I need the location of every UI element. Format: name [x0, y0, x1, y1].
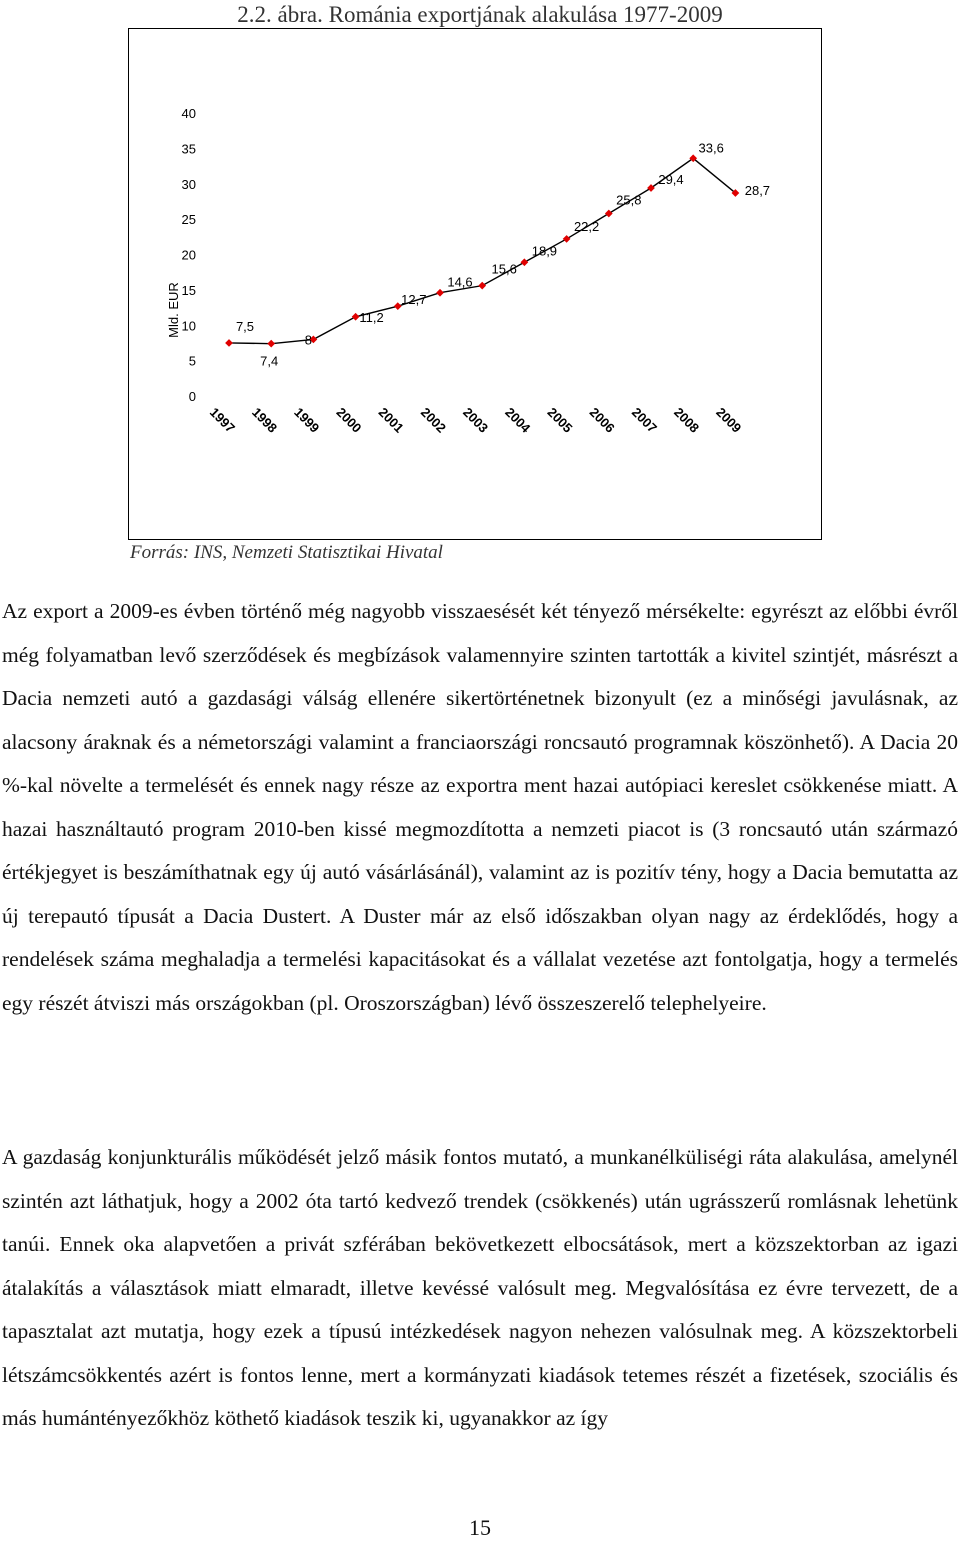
- data-label: 7,4: [260, 353, 279, 369]
- y-tick-label: 10: [181, 318, 196, 334]
- data-label: 22,2: [573, 218, 600, 234]
- figure-source: Forrás: INS, Nemzeti Statisztikai Hivatal: [130, 542, 443, 563]
- data-label: 14,6: [447, 274, 473, 290]
- x-tick-label: 2000: [333, 404, 365, 436]
- x-tick-label: 2009: [713, 404, 745, 436]
- y-tick-label: 20: [181, 247, 196, 263]
- data-point-marker: [521, 259, 528, 266]
- y-axis-label: Mld. EUR: [166, 282, 181, 338]
- y-tick-label: 30: [181, 176, 196, 192]
- x-tick-label: 2008: [671, 404, 703, 436]
- x-tick-label: 2001: [375, 404, 407, 436]
- data-point-marker: [268, 340, 275, 347]
- y-tick-label: 15: [181, 282, 196, 298]
- y-axis-ticks: [182, 106, 196, 404]
- data-label: 11,2: [359, 309, 384, 325]
- page-number: 15: [469, 1515, 491, 1540]
- data-point-marker: [479, 282, 486, 289]
- figure-title: 2.2. ábra. Románia exportjának alakulása 1977-2009: [237, 2, 723, 27]
- y-tick-label: 0: [188, 389, 196, 404]
- y-tick-label: 25: [181, 212, 196, 228]
- export-line-chart: [129, 29, 821, 539]
- paragraph-2: A gazdaság konjunkturális működését jelző másik fontos mutató, a munkanélküliségi ráta alakulása, amelynél szintén azt láthatjuk, hogy a 2002 óta tartó kedvező trendek (csökkenés) után ugrásszerű romlásnak lehetünk tanúi. Ennek oka alapvetően a privát szférában bekövetkezett elbocsátások, mert a közszektorban az igazi átalakítás a választások miatt elmaradt, illetve kevéssé valósult meg. Megvalósítása ez évre tervezett, de a tapasztalat azt mutatja, hogy ezek a típusú intézkedések nagyon nehezen valósulnak meg. A közszektorbeli létszámcsökkentés azért is fontos lenne, mert a kormányzati kiadások tetemes részét a fizetések, szociális és más humántényezőkhöz köthető kiadások teszik ki, ugyanakkor az így: [2, 1145, 958, 1430]
- x-tick-label: 1997: [206, 404, 238, 436]
- data-label: 28,7: [744, 182, 771, 198]
- x-tick-label: 2006: [586, 404, 618, 436]
- data-point-marker: [226, 340, 233, 347]
- x-tick-label: 2002: [417, 404, 449, 436]
- data-label: 15,6: [491, 261, 517, 277]
- data-label: 12,7: [401, 292, 427, 308]
- x-tick-label: 2003: [460, 404, 492, 436]
- data-label: 7,5: [235, 318, 255, 334]
- y-tick-label: 40: [181, 106, 196, 121]
- y-tick-label: 5: [188, 353, 196, 369]
- x-axis-ticks: [207, 405, 744, 437]
- data-label: 18,9: [531, 243, 558, 259]
- data-point-marker: [352, 313, 359, 320]
- chart-frame: [128, 28, 822, 540]
- x-tick-label: 2004: [502, 404, 534, 436]
- x-tick-label: 2007: [628, 404, 660, 436]
- data-point-marker: [395, 303, 402, 310]
- y-tick-label: 35: [181, 141, 196, 157]
- paragraph-1: Az export a 2009-es évben történő még nagyobb visszaesését két tényező mérsékelte: egyrészt az előbbi évről még folyamatban levő szerződések és megbízások valamennyire szinten tartották a kivitel szintjét, másrészt a Dacia nemzeti autó a gazdasági válság ellenére sikertörténetnek bizonyult (ez a minőségi javulásnak, az alacsony áraknak és a németországi valamint a franciaországi roncsautó programnak köszönhető). A Dacia 20 %-kal növelte a termelését és ennek nagy része az exportra ment hazai autópiaci kereslet csökkenése miatt. A hazai használtautó program 2010-ben kissé megmozdította a nemzeti piacot is (3 roncsautó után származó értékjegyet is beszámíthatnak egy új autó vásárlásánál), valamint az is pozitív tény, hogy a Dacia bemutatta az új terepautó típusát a Dacia Dustert. A Duster már az első időszakban olyan nagy az érdeklődés, hogy a rendelések száma meghaladja a termelési kapacitásokat és a vállalat vezetése azt fontolgatja, hogy a termelés egy részét átviszi más országokban (pl. Oroszországban) lévő összeszerelő telephelyeire.: [2, 599, 958, 1015]
- data-label: 33,6: [698, 140, 724, 156]
- data-label: 25,8: [616, 192, 642, 208]
- data-point-marker: [437, 289, 444, 296]
- x-tick-label: 2005: [544, 404, 576, 436]
- data-point-marker: [606, 210, 613, 217]
- data-label: 29,4: [658, 171, 684, 187]
- x-tick-label: 1999: [291, 404, 323, 436]
- data-labels-group: [236, 140, 770, 368]
- data-point-marker: [563, 236, 570, 243]
- x-tick-label: 1998: [249, 404, 281, 436]
- data-label: 8: [304, 332, 313, 348]
